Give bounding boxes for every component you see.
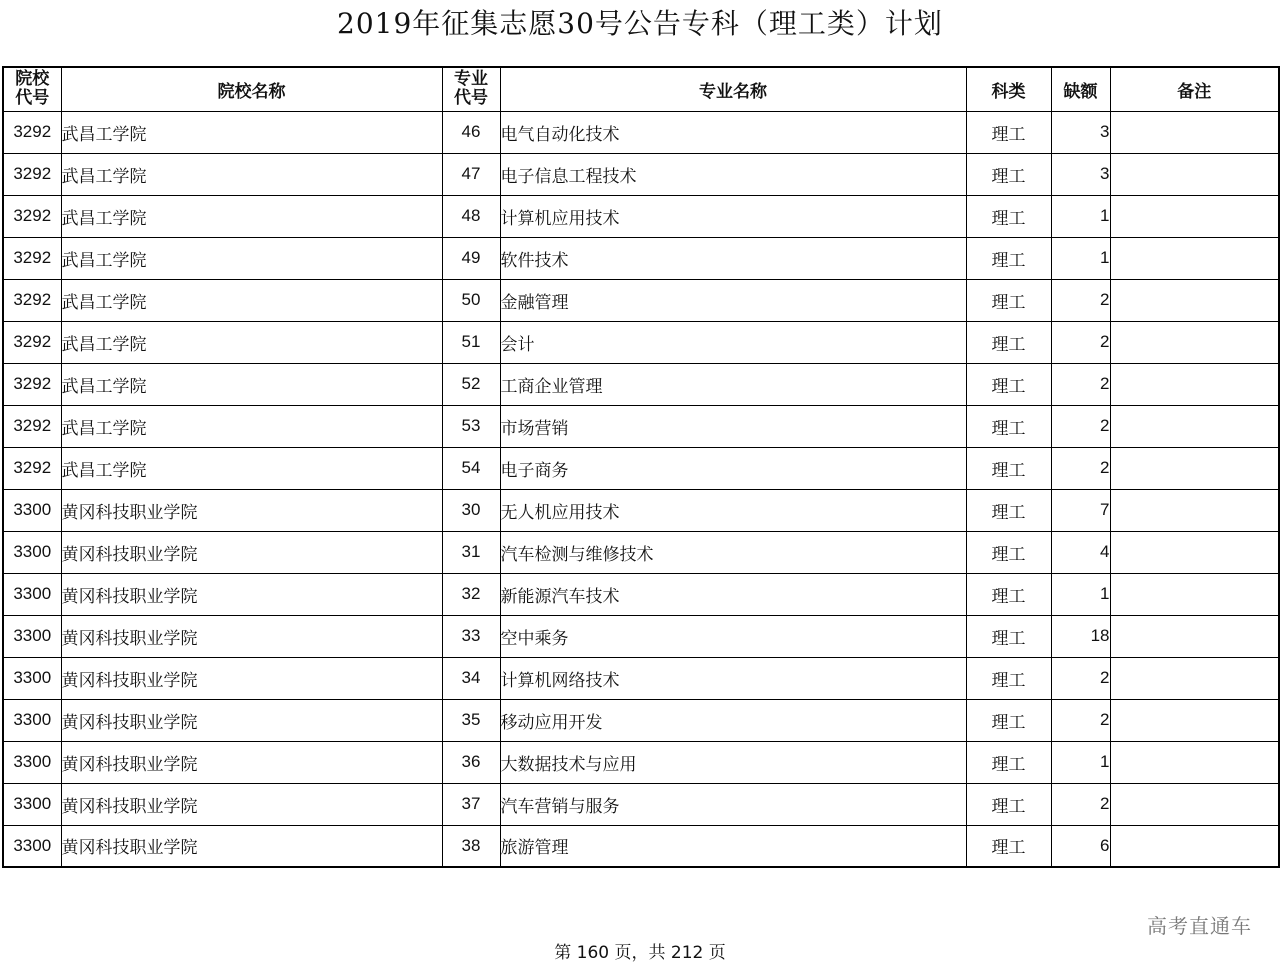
cell-note <box>1110 447 1279 489</box>
cell-major-code: 35 <box>442 699 500 741</box>
cell-major-name: 旅游管理 <box>500 825 966 867</box>
cell-school-name: 武昌工学院 <box>61 237 442 279</box>
header-vacancy: 缺额 <box>1051 67 1110 111</box>
cell-category: 理工 <box>966 447 1051 489</box>
cell-school-name: 黄冈科技职业学院 <box>61 531 442 573</box>
cell-category: 理工 <box>966 657 1051 699</box>
cell-note <box>1110 363 1279 405</box>
table-body <box>3 111 1279 867</box>
table-row <box>3 573 1279 615</box>
cell-note <box>1110 489 1279 531</box>
cell-vacancy: 1 <box>1051 237 1110 279</box>
table-row <box>3 111 1279 153</box>
cell-school-name: 武昌工学院 <box>61 447 442 489</box>
cell-major-name: 软件技术 <box>500 237 966 279</box>
cell-vacancy: 1 <box>1051 741 1110 783</box>
cell-vacancy: 2 <box>1051 657 1110 699</box>
cell-school-code: 3300 <box>3 783 61 825</box>
header-note: 备注 <box>1110 67 1279 111</box>
cell-school-code: 3292 <box>3 195 61 237</box>
cell-major-name: 金融管理 <box>500 279 966 321</box>
page-title: 2019年征集志愿30号公告专科（理工类）计划 <box>337 7 943 40</box>
cell-school-name: 武昌工学院 <box>61 363 442 405</box>
cell-school-code: 3300 <box>3 657 61 699</box>
cell-school-name: 武昌工学院 <box>61 279 442 321</box>
cell-major-name: 计算机网络技术 <box>500 657 966 699</box>
cell-school-name: 黄冈科技职业学院 <box>61 489 442 531</box>
cell-school-code: 3292 <box>3 321 61 363</box>
cell-major-code: 47 <box>442 153 500 195</box>
cell-school-code: 3292 <box>3 447 61 489</box>
cell-major-code: 36 <box>442 741 500 783</box>
cell-major-code: 34 <box>442 657 500 699</box>
cell-note <box>1110 615 1279 657</box>
cell-vacancy: 4 <box>1051 531 1110 573</box>
cell-category: 理工 <box>966 573 1051 615</box>
cell-major-code: 38 <box>442 825 500 867</box>
cell-major-name: 市场营销 <box>500 405 966 447</box>
plan-table <box>2 66 1280 868</box>
cell-school-name: 武昌工学院 <box>61 195 442 237</box>
cell-major-code: 32 <box>442 573 500 615</box>
cell-school-code: 3300 <box>3 573 61 615</box>
table-row <box>3 741 1279 783</box>
cell-major-code: 53 <box>442 405 500 447</box>
cell-school-name: 武昌工学院 <box>61 153 442 195</box>
cell-note <box>1110 657 1279 699</box>
cell-category: 理工 <box>966 363 1051 405</box>
cell-school-code: 3300 <box>3 699 61 741</box>
cell-note <box>1110 237 1279 279</box>
cell-school-code: 3300 <box>3 531 61 573</box>
cell-school-name: 黄冈科技职业学院 <box>61 741 442 783</box>
cell-major-name: 汽车营销与服务 <box>500 783 966 825</box>
cell-major-code: 52 <box>442 363 500 405</box>
table-row <box>3 489 1279 531</box>
header-category: 科类 <box>966 67 1051 111</box>
cell-note <box>1110 153 1279 195</box>
cell-category: 理工 <box>966 531 1051 573</box>
cell-school-code: 3300 <box>3 489 61 531</box>
page-footer: 第 160 页，共 212 页 <box>554 943 726 963</box>
cell-note <box>1110 783 1279 825</box>
cell-school-code: 3292 <box>3 279 61 321</box>
cell-category: 理工 <box>966 405 1051 447</box>
cell-note <box>1110 279 1279 321</box>
cell-vacancy: 1 <box>1051 573 1110 615</box>
cell-school-code: 3292 <box>3 363 61 405</box>
cell-major-name: 工商企业管理 <box>500 363 966 405</box>
table-row <box>3 783 1279 825</box>
cell-vacancy: 2 <box>1051 363 1110 405</box>
header-school-name: 院校名称 <box>61 67 442 111</box>
cell-category: 理工 <box>966 321 1051 363</box>
table-row <box>3 825 1279 867</box>
cell-vacancy: 2 <box>1051 699 1110 741</box>
cell-category: 理工 <box>966 279 1051 321</box>
cell-school-code: 3300 <box>3 741 61 783</box>
cell-major-name: 新能源汽车技术 <box>500 573 966 615</box>
cell-school-name: 武昌工学院 <box>61 111 442 153</box>
table-row <box>3 153 1279 195</box>
cell-vacancy: 2 <box>1051 783 1110 825</box>
cell-major-code: 48 <box>442 195 500 237</box>
cell-major-code: 49 <box>442 237 500 279</box>
cell-major-name: 电子信息工程技术 <box>500 153 966 195</box>
cell-major-name: 无人机应用技术 <box>500 489 966 531</box>
cell-major-name: 电子商务 <box>500 447 966 489</box>
cell-category: 理工 <box>966 699 1051 741</box>
cell-vacancy: 3 <box>1051 153 1110 195</box>
table-row <box>3 615 1279 657</box>
cell-note <box>1110 321 1279 363</box>
cell-note <box>1110 531 1279 573</box>
header-school-code: 院校 代号 <box>3 67 61 111</box>
cell-major-name: 移动应用开发 <box>500 699 966 741</box>
cell-vacancy: 2 <box>1051 447 1110 489</box>
cell-category: 理工 <box>966 111 1051 153</box>
cell-category: 理工 <box>966 825 1051 867</box>
table-row <box>3 657 1279 699</box>
table-row <box>3 195 1279 237</box>
table-row <box>3 699 1279 741</box>
cell-note <box>1110 573 1279 615</box>
table-row <box>3 447 1279 489</box>
cell-school-name: 黄冈科技职业学院 <box>61 825 442 867</box>
cell-major-code: 30 <box>442 489 500 531</box>
cell-major-name: 会计 <box>500 321 966 363</box>
table-row <box>3 531 1279 573</box>
header-major-name: 专业名称 <box>500 67 966 111</box>
cell-note <box>1110 699 1279 741</box>
table-row <box>3 405 1279 447</box>
cell-major-code: 33 <box>442 615 500 657</box>
cell-school-name: 黄冈科技职业学院 <box>61 699 442 741</box>
table-header-row <box>3 67 1279 111</box>
cell-major-name: 计算机应用技术 <box>500 195 966 237</box>
cell-school-code: 3300 <box>3 825 61 867</box>
cell-school-name: 武昌工学院 <box>61 321 442 363</box>
cell-major-code: 31 <box>442 531 500 573</box>
cell-vacancy: 3 <box>1051 111 1110 153</box>
cell-note <box>1110 405 1279 447</box>
cell-category: 理工 <box>966 741 1051 783</box>
cell-vacancy: 7 <box>1051 489 1110 531</box>
cell-vacancy: 6 <box>1051 825 1110 867</box>
table-row <box>3 321 1279 363</box>
cell-school-name: 黄冈科技职业学院 <box>61 615 442 657</box>
cell-school-name: 黄冈科技职业学院 <box>61 783 442 825</box>
cell-note <box>1110 195 1279 237</box>
watermark: 高考直通车 <box>1147 914 1252 938</box>
cell-major-code: 50 <box>442 279 500 321</box>
cell-vacancy: 1 <box>1051 195 1110 237</box>
cell-major-name: 汽车检测与维修技术 <box>500 531 966 573</box>
cell-major-code: 51 <box>442 321 500 363</box>
cell-major-name: 大数据技术与应用 <box>500 741 966 783</box>
cell-school-code: 3292 <box>3 111 61 153</box>
cell-school-name: 武昌工学院 <box>61 405 442 447</box>
cell-school-name: 黄冈科技职业学院 <box>61 573 442 615</box>
cell-category: 理工 <box>966 783 1051 825</box>
cell-vacancy: 2 <box>1051 321 1110 363</box>
table-row <box>3 237 1279 279</box>
cell-major-name: 空中乘务 <box>500 615 966 657</box>
cell-vacancy: 18 <box>1051 615 1110 657</box>
cell-school-code: 3292 <box>3 237 61 279</box>
cell-vacancy: 2 <box>1051 405 1110 447</box>
cell-school-code: 3292 <box>3 405 61 447</box>
cell-category: 理工 <box>966 615 1051 657</box>
table-row <box>3 279 1279 321</box>
cell-major-name: 电气自动化技术 <box>500 111 966 153</box>
cell-category: 理工 <box>966 237 1051 279</box>
cell-major-code: 46 <box>442 111 500 153</box>
cell-major-code: 54 <box>442 447 500 489</box>
cell-category: 理工 <box>966 153 1051 195</box>
cell-note <box>1110 825 1279 867</box>
cell-school-code: 3292 <box>3 153 61 195</box>
table-row <box>3 363 1279 405</box>
cell-major-code: 37 <box>442 783 500 825</box>
header-major-code: 专业 代号 <box>442 67 500 111</box>
cell-category: 理工 <box>966 195 1051 237</box>
cell-category: 理工 <box>966 489 1051 531</box>
cell-vacancy: 2 <box>1051 279 1110 321</box>
cell-school-code: 3300 <box>3 615 61 657</box>
cell-note <box>1110 741 1279 783</box>
cell-note <box>1110 111 1279 153</box>
cell-school-name: 黄冈科技职业学院 <box>61 657 442 699</box>
